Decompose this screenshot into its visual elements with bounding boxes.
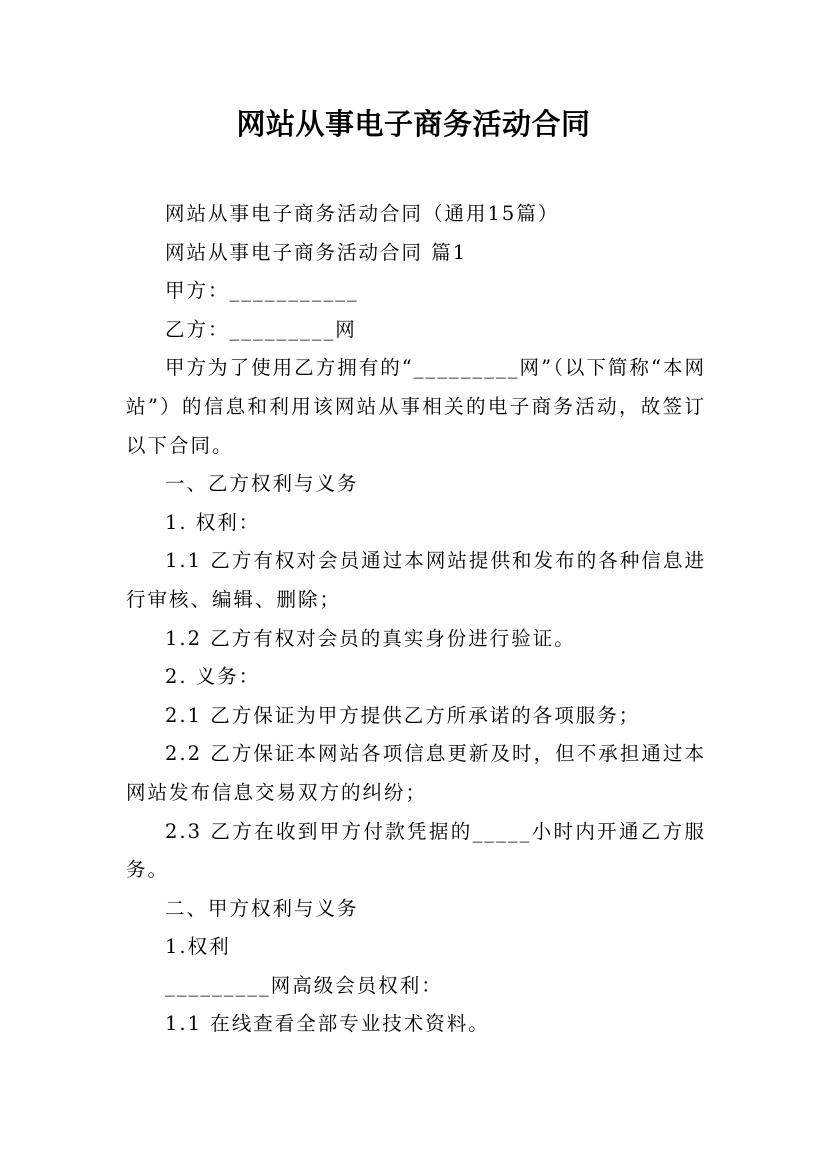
paragraph-preamble: 甲方为了使用乙方拥有的“_________网”（以下简称“本网站”）的信息和利用该网站从事相关的电子商务活动，故签订以下合同。 xyxy=(126,356,706,457)
paragraph-clause-1-1: 1.1 乙方有权对会员通过本网站提供和发布的各种信息进行审核、编辑、删除； xyxy=(126,549,706,611)
paragraph-rights-heading-2: 1.权利 xyxy=(165,935,231,959)
paragraph-obligations-heading: 2. 义务： xyxy=(165,665,261,689)
paragraph-clause-1-2: 1.2 乙方有权对会员的真实身份进行验证。 xyxy=(165,626,576,650)
paragraph-clause-1-1-b: 1.1 在线查看全部专业技术资料。 xyxy=(165,1012,490,1036)
paragraph-section-2-heading: 二、甲方权利与义务 xyxy=(165,896,359,920)
paragraph-rights-heading: 1. 权利： xyxy=(165,510,261,534)
paragraph-party-a: 甲方：___________ xyxy=(165,279,359,303)
paragraph-section-1-heading: 一、乙方权利与义务 xyxy=(165,472,359,496)
paragraph-member-rights: _________网高级会员权利： xyxy=(165,973,443,997)
paragraph-chapter-heading: 网站从事电子商务活动合同 篇1 xyxy=(165,240,468,264)
paragraph-clause-2-2: 2.2 乙方保证本网站各项信息更新及时，但不承担通过本网站发布信息交易双方的纠纷； xyxy=(126,742,706,804)
paragraph-subtitle: 网站从事电子商务活动合同（通用15篇） xyxy=(165,202,560,225)
paragraph-party-b: 乙方：_________网 xyxy=(165,317,357,341)
document-body xyxy=(126,195,706,1044)
document-title: 网站从事电子商务活动合同 xyxy=(236,107,591,141)
paragraph-clause-2-1: 2.1 乙方保证为甲方提供乙方所承诺的各项服务； xyxy=(165,703,641,727)
paragraph-clause-2-3: 2.3 乙方在收到甲方付款凭据的_____小时内开通乙方服务。 xyxy=(126,819,706,882)
